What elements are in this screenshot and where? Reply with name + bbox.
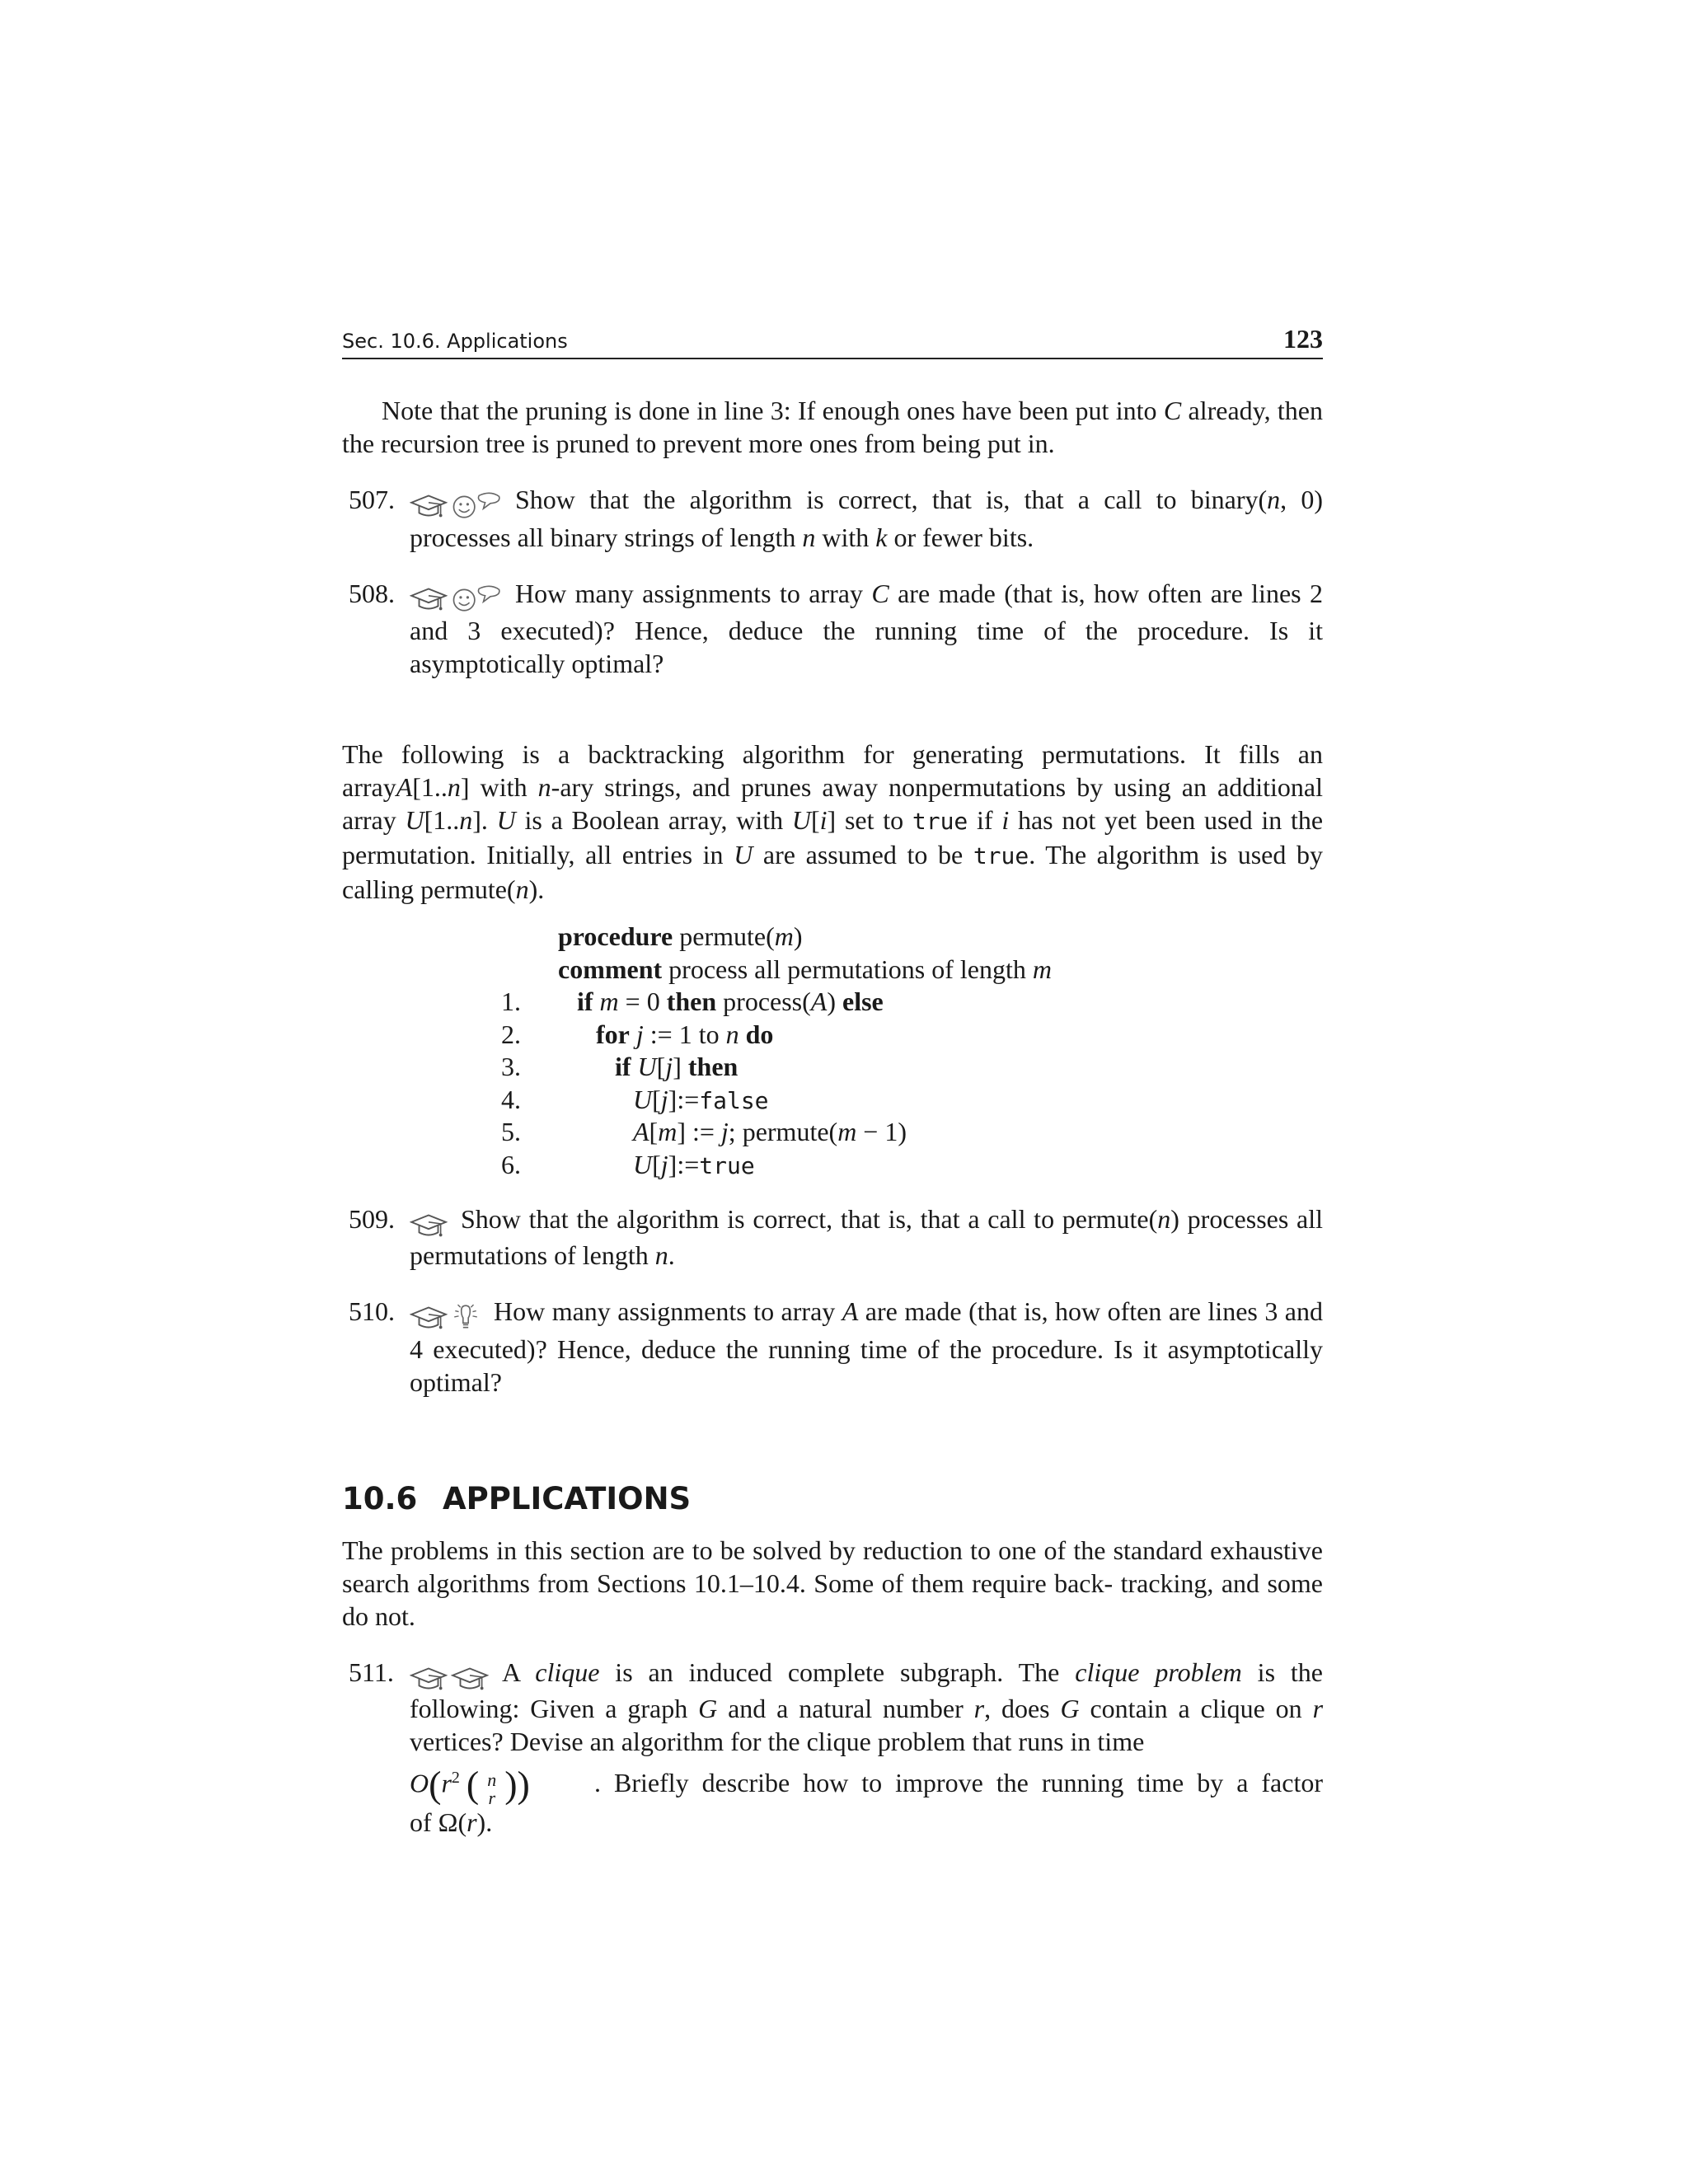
exercise-text: Show that the algorithm is correct, that is, that a call to permute(n) processes all permutations of length n. <box>410 1204 1324 1271</box>
exercise-text: How many assignments to array C are made (that is, how often are lines 2 and 3 executed)? Hence, deduce the running time of the procedure. Is it asymptotically optimal? <box>410 578 1324 679</box>
exercise-number: 510. <box>349 1296 395 1327</box>
mortarboard-icon <box>410 1212 448 1239</box>
exercise-number: 509. <box>349 1204 395 1235</box>
exercise-509 <box>342 1202 1323 1272</box>
smiley-speech-bubble-icon <box>451 491 502 521</box>
algorithm-header-line: procedure permute(m) <box>558 921 803 952</box>
binomial-coefficient: n r <box>487 1769 497 1808</box>
algorithm-line-4: 4. U[j]:=false <box>501 1084 769 1114</box>
page <box>342 318 1323 1839</box>
exercise-number: 511. <box>349 1657 394 1687</box>
exercise-511 <box>342 1656 1323 1839</box>
section-label: Sec. 10.6. Applications <box>342 330 568 353</box>
exercise-number: 508. <box>349 578 395 608</box>
running-head <box>342 318 1323 359</box>
mortarboard-icon <box>410 1666 448 1692</box>
algorithm-line-1: 1. if m = 0 then process(A) else <box>501 987 884 1017</box>
section-number: 10.6 <box>342 1480 418 1516</box>
algorithm-line-6: 6. U[j]:=true <box>501 1149 755 1179</box>
mortarboard-icon <box>410 586 448 612</box>
backtracking-paragraph: The following is a backtracking algorithm for generating permutations. It fills an arrayA[1..n] with n-ary strings, and prunes away nonpermutations by using an additional array U[1..n]. U is a Boolean array, with U[i] set to true if i has not yet been used in the permutation. Initially, all entries in U are assumed to be true. The algorithm is used by calling permute(n). <box>342 739 1324 905</box>
exercise-text: How many assignments to array A are made (that is, how often are lines 3 and 4 executed)? Hence, deduce the running time of the procedure. Is it asymptotically optimal? <box>410 1296 1324 1397</box>
page-number: 123 <box>1283 324 1323 354</box>
mortarboard-icon <box>410 493 448 519</box>
pruning-note-paragraph: Note that the pruning is done in line 3: If enough ones have been put into C already, then the recursion tree is pruned to prevent more ones from being put in. <box>342 396 1324 458</box>
exercise-text-end: of Ω(r). <box>410 1807 493 1837</box>
exercise-text: Show that the algorithm is correct, that is, that a call to binary(n, 0) processes all binary strings of length n with k or fewer bits. <box>410 485 1324 552</box>
algorithm-line-2: 2. for j := 1 to n do <box>501 1019 774 1049</box>
algorithm-comment-line: comment process all permutations of length m <box>558 954 1052 984</box>
mortarboard-icon <box>410 1305 448 1331</box>
exercise-507 <box>342 483 1323 554</box>
applications-intro-paragraph: The problems in this section are to be solved by reduction to one of the standard exhaustive search algorithms from Sections 10.1–10.4. Some of them require back- tracking, and some do not. <box>342 1535 1323 1631</box>
mortarboard-icon <box>451 1666 489 1692</box>
exercise-510 <box>342 1295 1323 1399</box>
smiley-speech-bubble-icon <box>451 584 502 614</box>
exercise-508 <box>342 577 1323 681</box>
running-time-formula-line: $O(r^2$ ( n r )) . Briefly describe how to improve the running time by a factor <box>410 1760 1323 1806</box>
section-heading <box>342 1479 1323 1519</box>
lightbulb-icon <box>451 1303 481 1333</box>
exercise-text: A clique is an induced complete subgraph. The clique problem is the following: Given a graph G and a natural number r, does G contain a clique on r vertices? Devise an algorithm for the clique problem that runs in time <box>410 1657 1324 1756</box>
exercise-number: 507. <box>349 485 395 514</box>
section-title: APPLICATIONS <box>443 1480 692 1516</box>
algorithm-line-3: 3. if U[j] then <box>501 1052 738 1082</box>
algorithm-line-5: 5. A[m] := j; permute(m − 1) <box>501 1117 907 1147</box>
running-time-formula: $O(r^2$ ( n r )) <box>410 1763 530 1808</box>
permute-algorithm <box>470 921 1323 1181</box>
